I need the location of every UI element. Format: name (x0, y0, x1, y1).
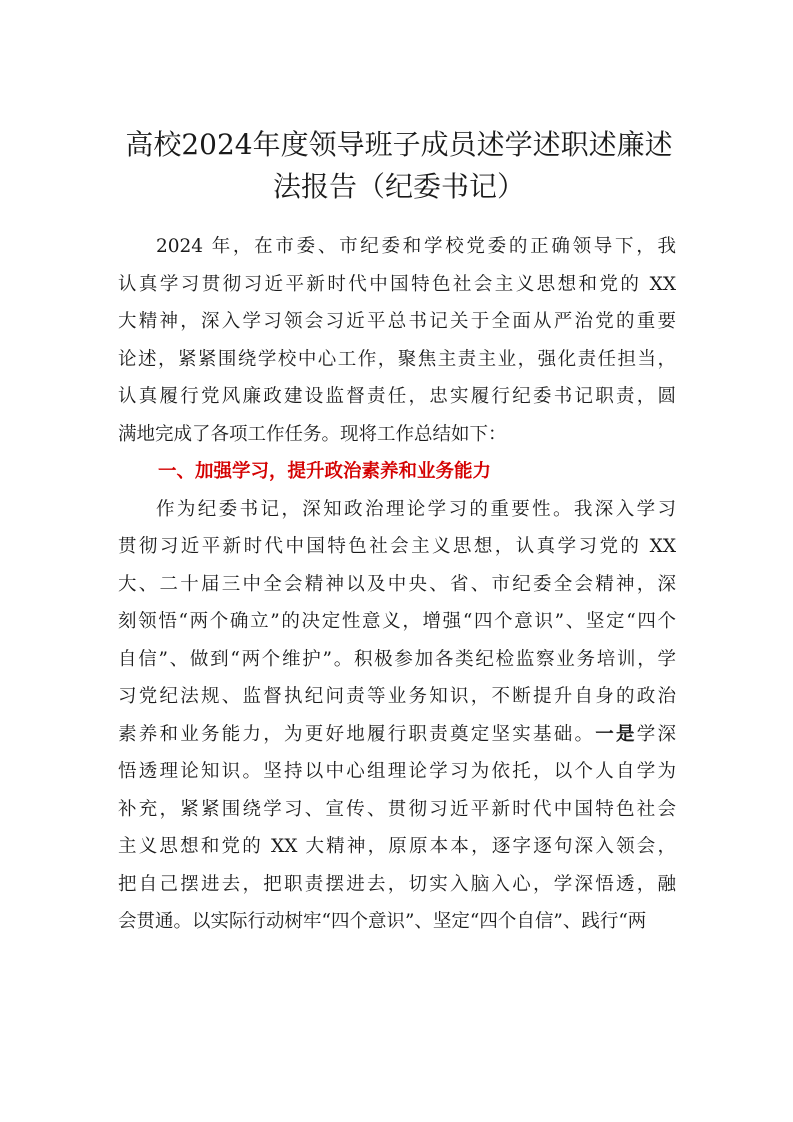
paragraph-line: 习党纪法规、监督执纪问责等业务知识，不断提升自身的政治 (118, 686, 676, 707)
paragraph-line: 大、二十届三中全会精神以及中央、省、市纪委全会精神，深 (118, 573, 676, 595)
paragraph-line: 刻领悟“两个确立”的决定性意义，增强“四个意识”、坚定“四个 (118, 611, 676, 632)
paragraph-line: 大精神，深入学习领会习近平总书记关于全面从严治党的重要 (118, 311, 676, 332)
paragraph-text: 素养和业务能力，为更好地履行职责奠定坚实基础。 (118, 723, 596, 745)
paragraph-line: 论述，紧紧围绕学校中心工作，聚焦主责主业，强化责任担当， (118, 348, 676, 370)
paragraph-line: 2024 年，在市委、市纪委和学校党委的正确领导下，我 (156, 236, 676, 257)
paragraph-text: 学深 (636, 723, 676, 745)
paragraph-line: 主义思想和党的 XX 大精神，原原本本，逐字逐句深入领会， (118, 836, 676, 857)
paragraph-line: 认真学习贯彻习近平新时代中国特色社会主义思想和党的 XX (118, 273, 676, 295)
paragraph-line: 把自己摆进去，把职责摆进去，切实入脑入心，学深悟透，融 (118, 873, 676, 895)
paragraph-line: 作为纪委书记，深知政治理论学习的重要性。我深入学习 (156, 498, 676, 520)
paragraph-line: 贯彻习近平新时代中国特色社会主义思想，认真学习党的 XX (118, 536, 676, 557)
document-title (118, 124, 680, 208)
bold-lead: 一是 (595, 723, 637, 745)
section-heading: 一、加强学习，提升政治素养和业务能力 (158, 461, 492, 482)
paragraph-line: 认真履行党风廉政建设监督责任，忠实履行纪委书记职责，圆 (118, 386, 676, 407)
paragraph-line (118, 716, 676, 754)
title-line-1: 高校2024年度领导班子成员述学述职述廉述 (125, 128, 673, 161)
paragraph-line: 会贯通。以实际行动树牢“四个意识”、坚定“四个自信”、践行“两 (118, 911, 647, 932)
paragraph-line: 自信”、做到“两个维护”。积极参加各类纪检监察业务培训，学 (118, 648, 676, 670)
paragraph-line: 满地完成了各项工作任务。现将工作总结如下： (118, 423, 507, 445)
document-body (118, 228, 676, 941)
paragraph-line: 悟透理论知识。坚持以中心组理论学习为依托，以个人自学为 (118, 761, 676, 782)
paragraph-line: 补充，紧紧围绕学习、宣传、贯彻习近平新时代中国特色社会 (118, 798, 676, 820)
title-line-2: 法报告（纪委书记） (272, 170, 525, 203)
